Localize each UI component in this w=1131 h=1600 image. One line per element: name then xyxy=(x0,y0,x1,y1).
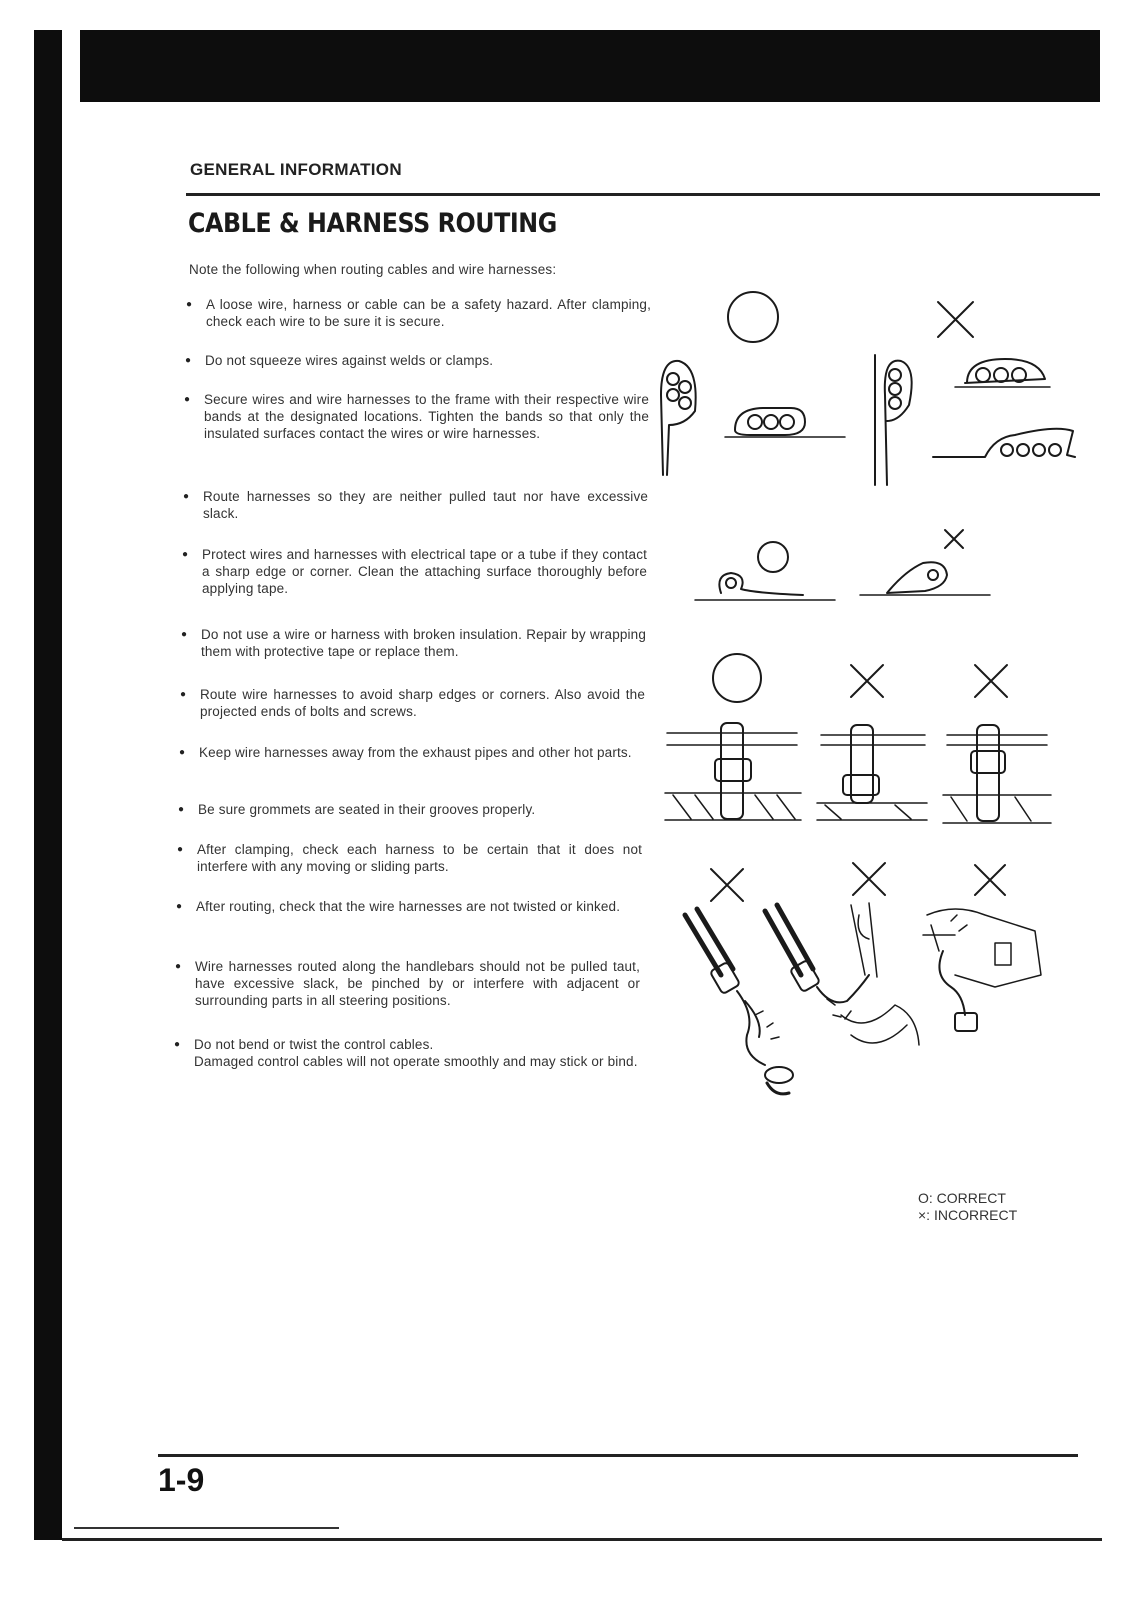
footer-rule xyxy=(158,1454,1078,1457)
list-item: ● Route wire harnesses to avoid sharp edges or corners. Also avoid the projected ends of bolts and screws. xyxy=(180,686,645,720)
incorrect-cross-icon xyxy=(851,665,883,697)
band-clamp-incorrect-illustration xyxy=(817,725,927,820)
list-item: ● Do not squeeze wires against welds or clamps. xyxy=(185,352,650,369)
scan-bottom-edge xyxy=(62,1538,1102,1541)
section-header: GENERAL INFORMATION xyxy=(190,160,402,179)
legend-correct: O: CORRECT xyxy=(918,1190,1006,1206)
list-item: ● Secure wires and wire harnesses to the frame with their respective wire bands at the designated locations. Tighten the bands so that only the insulated surfaces contact the wires or wire harnesses. xyxy=(184,391,649,442)
band-clamp-correct-illustration xyxy=(665,723,801,820)
list-item: ● A loose wire, harness or cable can be a safety hazard. After clamping, check each wire to be sure it is secure. xyxy=(186,296,651,330)
list-item: ● Protect wires and harnesses with electrical tape or a tube if they contact a sharp edge or corner. Clean the attaching surface thoroughly before applying tape. xyxy=(182,546,647,597)
incorrect-cross-icon xyxy=(711,869,743,901)
legend xyxy=(918,1190,1017,1224)
incorrect-cross-icon xyxy=(938,302,973,337)
list-item: ● Do not bend or twist the control cables. Damaged control cables will not operate smoothly and may stick or bind. xyxy=(174,1036,639,1070)
list-item: ● After routing, check that the wire harnesses are not twisted or kinked. xyxy=(176,898,641,915)
correct-circle-icon xyxy=(758,542,788,572)
clamp-incorrect-illustration xyxy=(875,355,1075,485)
list-item-continuation: Damaged control cables will not operate smoothly and may stick or bind. xyxy=(194,1054,638,1069)
incorrect-cross-icon xyxy=(945,530,963,548)
scan-top-edge xyxy=(80,30,1100,102)
footer-short-rule xyxy=(74,1527,339,1529)
correct-circle-icon xyxy=(728,292,778,342)
pinched-cable-illustration xyxy=(765,903,919,1045)
list-item: ● Route harnesses so they are neither pulled taut nor have excessive slack. xyxy=(183,488,648,522)
scan-binding-edge xyxy=(34,30,62,1540)
incorrect-cross-icon xyxy=(853,863,885,895)
list-item: ● Wire harnesses routed along the handlebars should not be pulled taut, have excessive slack, be pinched by or interfere with adjacent or surrounding parts in all steering positions. xyxy=(175,958,640,1009)
list-item: ● Be sure grommets are seated in their grooves properly. xyxy=(178,801,643,818)
page-title: CABLE & HARNESS ROUTING xyxy=(188,208,557,239)
incorrect-cross-icon xyxy=(975,665,1007,697)
routing-illustrations xyxy=(655,275,1100,1135)
list-item: ● Keep wire harnesses away from the exhaust pipes and other hot parts. xyxy=(179,744,644,761)
incorrect-cross-icon xyxy=(975,865,1005,895)
clamp-correct-illustration xyxy=(661,361,845,475)
tape-wrap-incorrect-illustration xyxy=(860,562,990,595)
correct-circle-icon xyxy=(713,654,761,702)
band-clamp-incorrect-illustration xyxy=(943,725,1051,823)
list-item: ● Do not use a wire or harness with broken insulation. Repair by wrapping them with protective tape or replace them. xyxy=(181,626,646,660)
intro-text: Note the following when routing cables and wire harnesses: xyxy=(189,262,557,277)
tape-wrap-correct-illustration xyxy=(695,573,835,600)
list-item: ● After clamping, check each harness to be certain that it does not interfere with any moving or sliding parts. xyxy=(177,841,642,875)
header-rule xyxy=(186,193,1100,196)
legend-incorrect: ×: INCORRECT xyxy=(918,1207,1018,1223)
page-number: 1-9 xyxy=(158,1462,205,1498)
interfering-cable-illustration xyxy=(923,909,1041,1031)
